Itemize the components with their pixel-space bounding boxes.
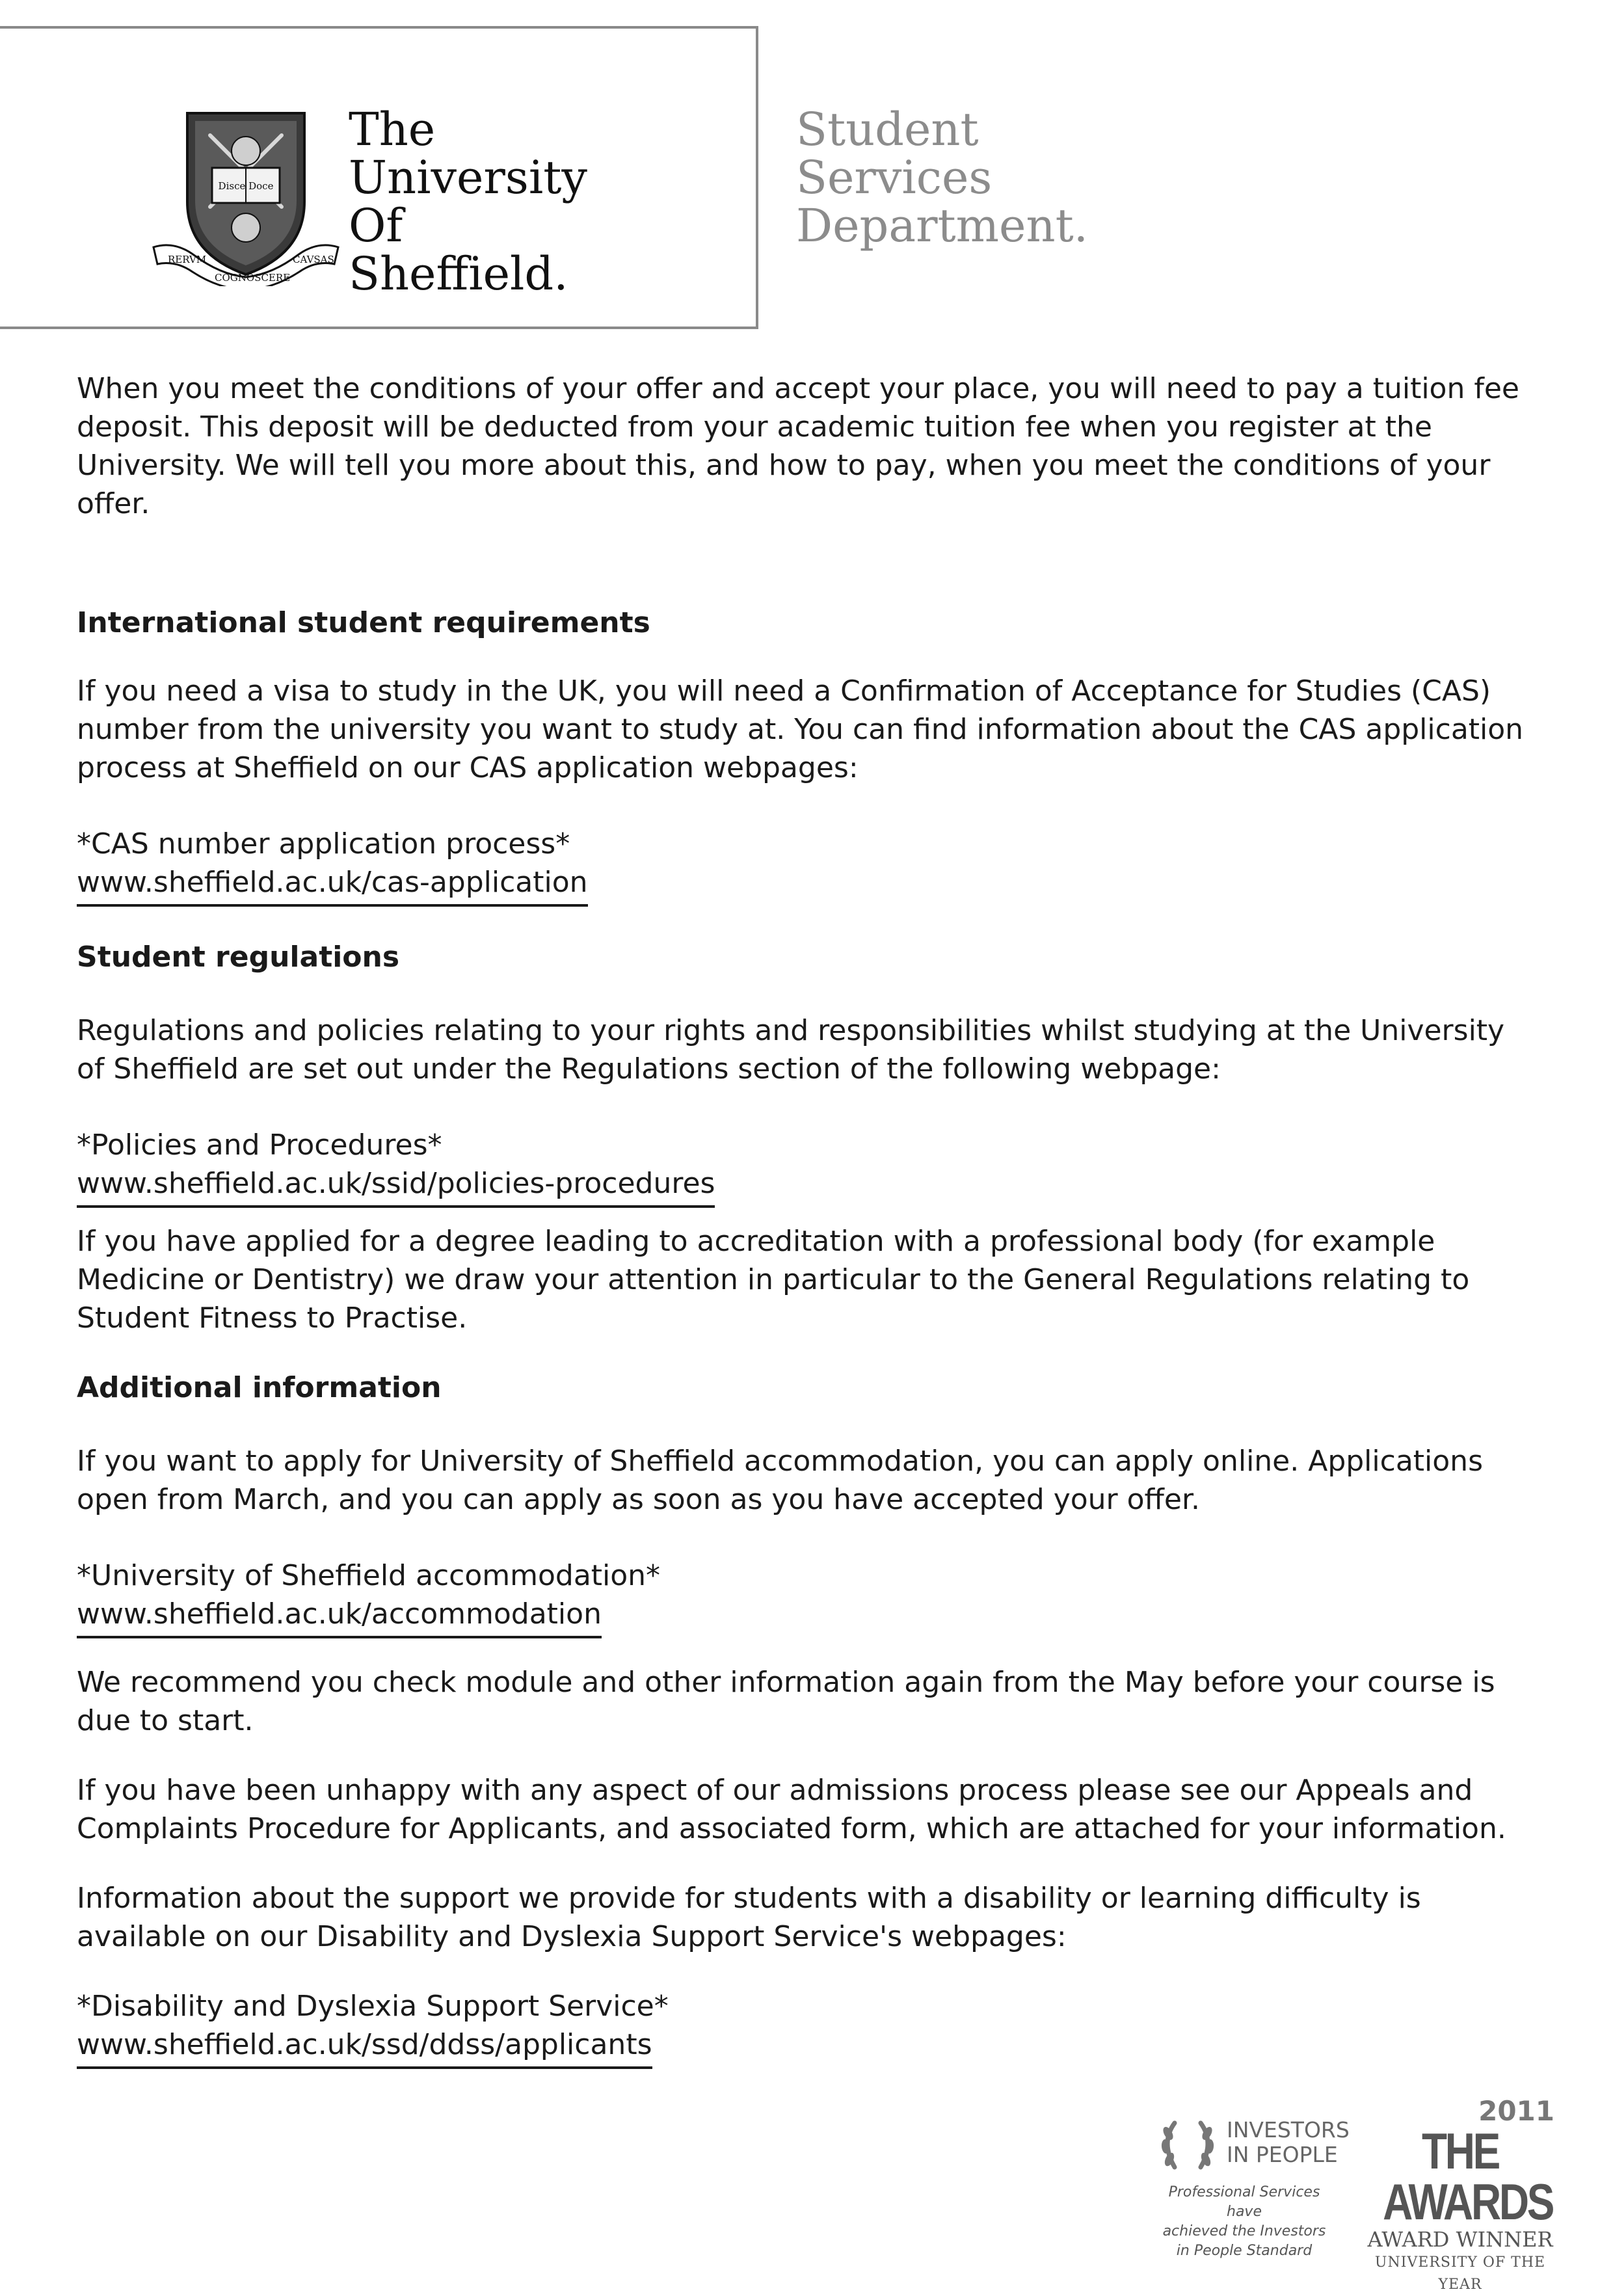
fitness-paragraph: If you have applied for a degree leading to accreditation with a professional body (for example Medicine or Dentistry) we draw your attention in particular to the General Regulations relating to Student Fitness to Practise. xyxy=(77,1225,1470,1335)
additional-info-heading: Additional information xyxy=(77,1371,442,1404)
cas-application-link[interactable]: www.sheffield.ac.uk/cas-application xyxy=(77,863,588,907)
awards-year: 2011 xyxy=(1478,2095,1554,2127)
university-crest-icon xyxy=(148,104,343,286)
iip-note-line: Professional Services have xyxy=(1168,2184,1320,2220)
crest-motto-3: CAVSAS xyxy=(293,254,334,265)
iip-name xyxy=(1227,2118,1350,2167)
letter-body xyxy=(77,369,1540,2069)
iip-note-line: in People Standard xyxy=(1176,2243,1313,2259)
investors-in-people-logo xyxy=(1150,2105,1350,2280)
awards-category: UNIVERSITY OF THE YEAR xyxy=(1374,2254,1546,2293)
university-name-line: The xyxy=(349,103,436,156)
accommodation-link[interactable]: www.sheffield.ac.uk/accommodation xyxy=(77,1595,602,1638)
awards-subtitle: AWARD WINNER xyxy=(1367,2227,1553,2252)
university-name xyxy=(349,105,587,298)
crest-motto-1: RERVM xyxy=(168,254,207,265)
department-name xyxy=(796,105,1088,250)
cas-link-label: *CAS number application process* xyxy=(77,827,570,861)
policies-procedures-link[interactable]: www.sheffield.ac.uk/ssid/policies-procedures xyxy=(77,1164,715,1208)
policies-link-label: *Policies and Procedures* xyxy=(77,1128,442,1162)
complaints-paragraph: If you have been unhappy with any aspect of our admissions process please see our Appeals and Complaints Procedure for Applicants, and associated form, which are attached for your information. xyxy=(77,1774,1506,1845)
regulations-heading: Student regulations xyxy=(77,941,400,974)
university-name-line: Sheffield. xyxy=(349,247,568,300)
international-heading: International student requirements xyxy=(77,606,650,639)
regulations-paragraph: Regulations and policies relating to your rights and responsibilities whilst studying at the University of Sheffield are set out under the Regulations section of the following webpage: xyxy=(77,1014,1505,1086)
accommodation-paragraph: If you want to apply for University of Sheffield accommodation, you can apply online. Applications open from March, and you can apply as soon as you have accepted your offer. xyxy=(77,1445,1483,1516)
accommodation-link-label: *University of Sheffield accommodation* xyxy=(77,1559,661,1592)
intro-paragraph: When you meet the conditions of your offer and accept your place, you will need to pay a tuition fee deposit. This deposit will be deducted from your academic tuition fee when you register at the University. We will tell you more about this, and how to pay, when you meet the conditions of your offer. xyxy=(77,372,1519,520)
crest-motto-2: COGNOSCERE xyxy=(215,272,291,284)
laurel-wreath-icon xyxy=(1155,2110,1220,2182)
disability-link-label: *Disability and Dyslexia Support Service* xyxy=(77,1990,669,2023)
disability-support-link[interactable]: www.sheffield.ac.uk/ssd/ddss/applicants xyxy=(77,2025,652,2069)
international-paragraph: If you need a visa to study in the UK, you will need a Confirmation of Acceptance for Studies (CAS) number from the university you want to study at. You can find information about the CAS application process at Sheffield on our CAS application webpages: xyxy=(77,674,1524,784)
iip-name-line: INVESTORS xyxy=(1227,2117,1350,2142)
the-awards-logo xyxy=(1366,2095,1554,2293)
awards-title: THE AWARDS xyxy=(1383,2122,1553,2230)
department-name-line: Student xyxy=(796,103,979,156)
module-paragraph: We recommend you check module and other information again from the May before your course is due to start. xyxy=(77,1666,1495,1737)
iip-note-line: achieved the Investors xyxy=(1162,2223,1326,2239)
department-name-line: Department. xyxy=(796,199,1088,252)
crest-book-text: Disce Doce xyxy=(218,180,274,192)
disability-paragraph: Information about the support we provide for students with a disability or learning difficulty is available on our Disability and Dyslexia Support Service's webpages: xyxy=(77,1882,1421,1953)
iip-note xyxy=(1150,2183,1339,2261)
university-name-line: Of xyxy=(349,199,403,252)
department-name-line: Services xyxy=(796,151,993,204)
university-name-line: University xyxy=(349,151,587,204)
iip-name-line: IN PEOPLE xyxy=(1227,2142,1338,2167)
